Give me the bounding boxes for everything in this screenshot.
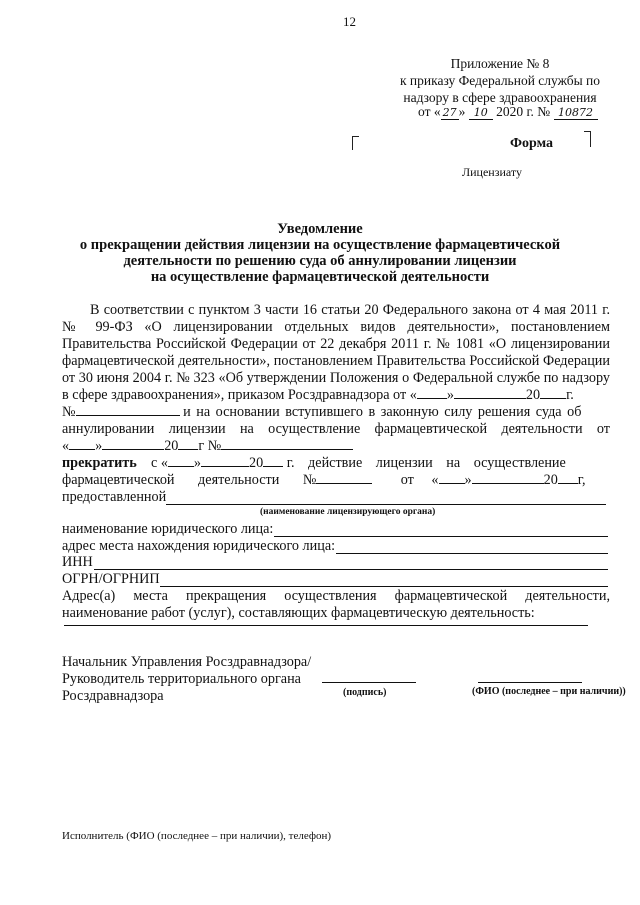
licensing-authority-caption: (наименование лицензирующего органа) [260, 507, 436, 517]
body-line-7: № и на основании вступившего в законную силу решения суда об [62, 404, 582, 420]
body-line-10: прекратить с « » 20 г. действие лицензии на осуществление [62, 455, 566, 471]
executor-line: Исполнитель (ФИО (последнее – при наличии), телефон) [62, 830, 332, 842]
legal-address-label: адрес места нахождения юридического лица: [62, 538, 336, 554]
signature-caption: (подпись) [343, 687, 387, 698]
appendix-day: 27 [442, 106, 457, 119]
fio-line [478, 682, 582, 683]
appendix-date: от « 27 » 10 2020 г. № 10872 [418, 104, 598, 120]
body-line-9: « » 20 г № [62, 438, 610, 455]
body-line-3: Правительства Российской Федерации от 22 декабря 2011 г. № 1081 «О лицензировании [62, 336, 610, 352]
signature-title-2: Руководитель территориального органа [62, 671, 301, 687]
activity-line-2: наименование работ (услуг), составляющих фармацевтическую деятельность: [62, 605, 535, 621]
ogrn-line [160, 586, 608, 587]
title-line-1: Уведомление [277, 221, 363, 237]
title-line-2: о прекращении действия лицензии на осуществление фармацевтической [79, 237, 561, 253]
body-line-8: аннулировании лицензии на осуществление фармацевтической деятельности от [62, 421, 610, 437]
legal-name-line [274, 536, 608, 537]
form-bracket-left [352, 136, 359, 150]
form-bracket-right [584, 131, 591, 147]
recipient-label: Лицензиату [462, 165, 522, 179]
appendix-order-number: 10872 [554, 106, 598, 120]
appendix-line-3: надзору в сфере здравоохранения [403, 90, 597, 105]
appendix-month: 10 [469, 106, 493, 120]
page-number: 12 [343, 14, 356, 29]
title-line-3: деятельности по решению суда об аннулировании лицензии [123, 253, 517, 269]
signature-title-3: Росздравнадзора [62, 688, 164, 704]
body-line-11: фармацевтической деятельности № от « » 20 г, [62, 472, 586, 488]
activity-line-1: Адрес(а) места прекращения осуществления фармацевтической деятельности, [62, 588, 610, 604]
activity-line [64, 625, 588, 626]
body-line-5: от 30 июня 2004 г. № 323 «Об утверждении Положения о Федеральной службе по надзору [62, 370, 610, 386]
inn-label: ИНН [62, 554, 93, 570]
appendix-line-1: Приложение № 8 [450, 56, 550, 71]
legal-address-line [336, 553, 608, 554]
fio-caption: (ФИО (последнее – при наличии)) [472, 686, 626, 697]
signature-line [322, 682, 416, 683]
signature-title-1: Начальник Управления Росздравнадзора/ [62, 654, 312, 670]
form-label: Форма [510, 136, 554, 151]
title-line-4: на осуществление фармацевтической деятельности [150, 269, 490, 285]
body-line-2: № 99-ФЗ «О лицензировании отдельных видов деятельности», постановлением [62, 319, 610, 335]
body-line-4: фармацевтической деятельности», постановлением Правительства Российской Федерации [62, 353, 610, 369]
legal-name-label: наименование юридического лица: [62, 521, 274, 537]
ogrn-label: ОГРН/ОГРНИП [62, 571, 160, 587]
body-line-1: В соответствии с пунктом 3 части 16 статьи 20 Федерального закона от 4 мая 2011 г. [90, 302, 610, 318]
licensing-authority-line [166, 504, 606, 505]
appendix-line-2: к приказу Федеральной службы по [399, 73, 601, 88]
inn-line [94, 569, 608, 570]
body-line-6: в сфере здравоохранения», приказом Росздравнадзора от « » 20 г. [62, 387, 574, 403]
body-line-12: предоставленной [62, 489, 167, 505]
